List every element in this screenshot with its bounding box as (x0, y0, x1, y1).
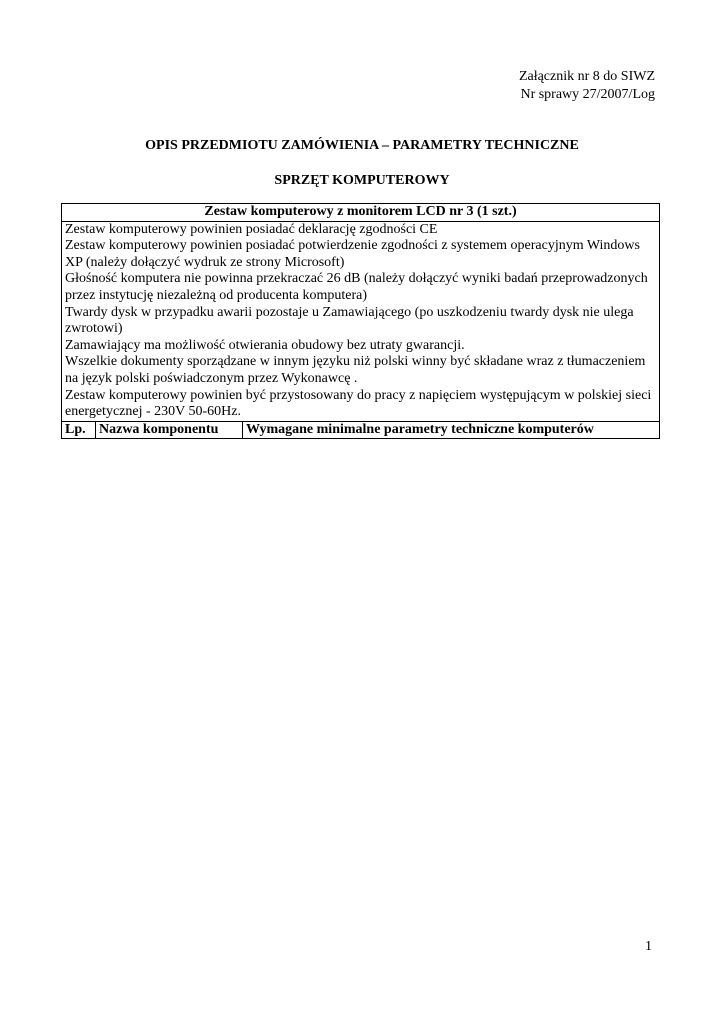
requirement-case-opening: Zamawiający ma możliwość otwierania obudowy bez utraty gwarancji. (65, 337, 465, 353)
requirements-row (62, 221, 660, 421)
specification-table (61, 203, 660, 439)
document-subtitle: SPRZĘT KOMPUTEROWY (274, 173, 450, 188)
attachment-label: Załącznik nr 8 do SIWZ (518, 69, 655, 84)
requirement-windows-xp: Zestaw komputerowy powinien posiadać potwierdzenie zgodności z systemem operacyjnym Windows XP (należy dołączyć wydruk ze strony Microsoft) (65, 238, 640, 270)
column-header-parameters: Wymagane minimalne parametry techniczne komputerów (243, 421, 660, 439)
requirement-ce: Zestaw komputerowy powinien posiadać deklarację zgodności CE (65, 221, 438, 237)
document-header (519, 68, 655, 104)
set-title: Zestaw komputerowy z monitorem LCD nr 3 (1 szt.) (62, 204, 660, 222)
requirement-hard-disk: Twardy dysk w przypadku awarii pozostaje u Zamawiającego (po uszkodzeniu twardy dysk nie ulega zwrotowi) (65, 304, 634, 337)
requirement-noise: Głośność komputera nie powinna przekraczać 26 dB (należy dołączyć wyniki badań przeprowadzonych przez instytucję niezależną od producenta komputera) (65, 271, 648, 303)
column-header-component: Nazwa komponentu (96, 421, 243, 439)
page-number: 1 (645, 939, 652, 954)
column-header-lp: Lp. (62, 421, 96, 439)
requirement-documents: Wszelkie dokumenty sporządzane w innym języku niż polski winny być składane wraz z tłumaczeniem na język polski poświadczonym przez Wykonawcę . (65, 354, 646, 386)
requirements-cell (62, 221, 660, 421)
document-title: OPIS PRZEDMIOTU ZAMÓWIENIA – PARAMETRY TECHNICZNE (145, 138, 579, 153)
case-number: Nr sprawy 27/2007/Log (520, 87, 655, 102)
column-header-row (62, 421, 660, 439)
set-title-row (62, 204, 660, 222)
requirement-power: Zestaw komputerowy powinien być przystosowany do pracy z napięciem występującym w polskiej sieci energetycznej - 230V 50-60Hz. (65, 387, 652, 420)
